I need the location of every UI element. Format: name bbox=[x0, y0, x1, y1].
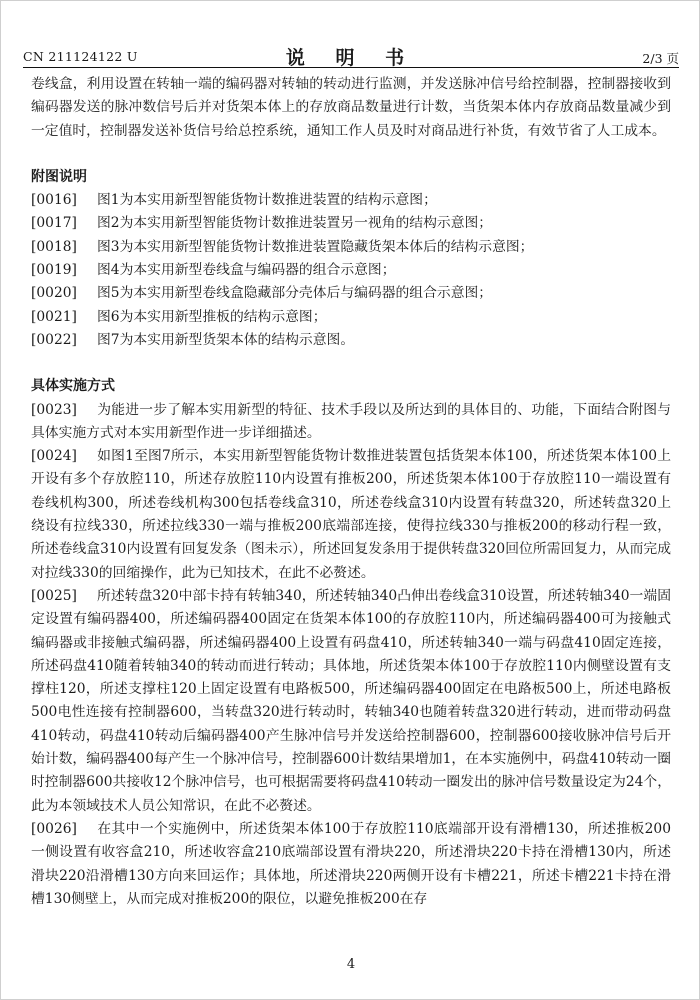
document-title: 说 明 书 bbox=[285, 47, 417, 69]
figure-description: 图3为本实用新型智能货物计数推进装置隐藏货架本体后的结构示意图； bbox=[97, 238, 534, 255]
paragraph-number: [0026] bbox=[31, 820, 77, 837]
section-heading-embodiment: 具体实施方式 bbox=[31, 378, 115, 395]
spacer bbox=[31, 143, 671, 166]
page-indicator: 2/3 页 bbox=[642, 51, 679, 66]
paragraph-number: [0025] bbox=[31, 587, 77, 604]
patent-number: CN 211124122 U bbox=[23, 49, 138, 64]
body-paragraph bbox=[31, 399, 671, 446]
figure-description: 图1为本实用新型智能货物计数推进装置的结构示意图； bbox=[97, 192, 437, 209]
header-divider bbox=[23, 67, 679, 68]
figure-description: 图5为本实用新型卷线盒隐藏部分壳体后与编码器的组合示意图； bbox=[97, 285, 493, 302]
figures-section bbox=[31, 166, 671, 352]
figure-item bbox=[31, 259, 671, 282]
figure-description: 图4为本实用新型卷线盒与编码器的组合示意图； bbox=[97, 262, 396, 279]
paragraph-number: [0018] bbox=[31, 238, 77, 255]
paragraph-text: 为能进一步了解本实用新型的特征、技术手段以及所达到的具体目的、功能，下面结合附图与具体实施方式对本实用新型作进一步详细描述。 bbox=[31, 401, 671, 441]
paragraph-number: [0023] bbox=[31, 401, 77, 418]
figure-description: 图7为本实用新型货架本体的结构示意图。 bbox=[97, 331, 355, 348]
figure-item bbox=[31, 306, 671, 329]
paragraph-text: 所述转盘320中部卡持有转轴340，所述转轴340凸伸出卷线盒310设置，所述转轴340一端固定设置有编码器400，所述编码器400固定在货架本体100的存放腔110内，所述编码器400可为接触式编码器或非接触式编码器，所述编码器400上设置有码盘410，所述转轴340一端与码盘410固定连接，所述码盘410随着转轴340的转动而进行转动；具体地，所述货架本体100于存放腔110内侧壁设置有支撑柱120，所述支撑柱120上固定设置有电路板500，所述编码器400固定在电路板500上，所述电路板500电性连接有控制器600，当转盘320进行转动时，转轴340也随着转盘320进行转动，进而带动码盘410转动，码盘410转动后编码器400产生脉冲信号并发送给控制器600，控制器600接收脉冲信号后开始计数，编码器400每产生一个脉冲信号，控制器600计数结果增加1，在本实施例中，码盘410转动一圈时控制器600共接收12个脉冲信号，也可根据需要将码盘410转动一圈发出的脉冲信号数量设定为24个，此为本领域技术人员公知常识，在此不必赘述。 bbox=[31, 587, 671, 814]
figure-item bbox=[31, 282, 671, 305]
embodiment-section bbox=[31, 375, 671, 911]
paragraph-number: [0020] bbox=[31, 285, 77, 302]
paragraph-number: [0019] bbox=[31, 262, 77, 279]
paragraph-number: [0017] bbox=[31, 215, 77, 232]
paragraph-text: 在其中一个实施例中，所述货架本体100于存放腔110底端部开设有滑槽130，所述推板200一侧设置有收容盒210，所述收容盒210底端部设置有滑块220，所述滑块220卡持在滑槽130内，所述滑块220沿滑槽130方向来回运作；具体地，所述滑块220两侧开设有卡槽221，所述卡槽221卡持在滑槽130侧壁上，从而完成对推板200的限位，以避免推板200在存 bbox=[31, 820, 671, 907]
body-paragraph bbox=[31, 445, 671, 585]
paragraph-number: [0016] bbox=[31, 192, 77, 209]
figure-description: 图2为本实用新型智能货物计数推进装置另一视角的结构示意图； bbox=[97, 215, 493, 232]
paragraph-text: 如图1至图7所示，本实用新型智能货物计数推进装置包括货架本体100，所述货架本体100上开设有多个存放腔110，所述存放腔110内设置有推板200，所述货架本体100于存放腔110一端设置有卷线机构300，所述卷线机构300包括卷线盒310，所述卷线盒310内设置有转盘320，所述转盘320上绕设有拉线330，所述拉线330一端与推板200底端部连接，使得拉线330与推板200的移动行程一致，所述卷线盒310内设置有回复发条（图未示），所述回复发条用于提供转盘320回位所需回复力，从而完成对拉线330的回缩操作，此为已知技术，在此不必赘述。 bbox=[31, 448, 671, 581]
body-paragraph bbox=[31, 585, 671, 818]
section-heading-figures: 附图说明 bbox=[31, 168, 87, 185]
paragraph-number: [0022] bbox=[31, 331, 77, 348]
figure-item bbox=[31, 212, 671, 235]
paragraph-number: [0021] bbox=[31, 308, 77, 325]
figure-description: 图6为本实用新型推板的结构示意图； bbox=[97, 308, 327, 325]
figure-item bbox=[31, 189, 671, 212]
spacer bbox=[31, 352, 671, 375]
figure-item bbox=[31, 236, 671, 259]
page-number: 4 bbox=[346, 957, 356, 972]
paragraph-number: [0024] bbox=[31, 448, 77, 465]
intro-paragraph: 卷线盒，利用设置在转轴一端的编码器对转轴的转动进行监测，并发送脉冲信号给控制器，控制器接收到编码器发送的脉冲数信号后并对货架本体上的存放商品数量进行计数，当货架本体内存放商品数量减少到一定值时，控制器发送补货信号给总控系统，通知工作人员及时对商品进行补货，有效节省了人工成本。 bbox=[31, 76, 671, 139]
document-body bbox=[31, 73, 671, 911]
figure-item bbox=[31, 329, 671, 352]
body-paragraph bbox=[31, 818, 671, 911]
